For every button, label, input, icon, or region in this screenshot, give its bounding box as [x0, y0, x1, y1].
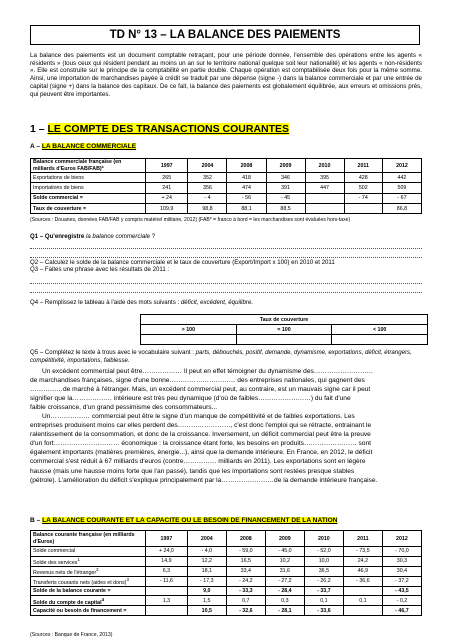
intro-paragraph: La balance des paiements est un document comptable retraçant, pour une période donnée, l'ensemble des opérations entre les agents « résidents » (tous ceux qui résident pendant au moins un an sur le territoire national quelque soit leur nationalité) et les agents « non-résidents ». Elle est construite sur le principe de la comptabilité en partie double. Chaque opération est comptabilisée deux fois pour la même somme. Ainsi, une importation de marchandises payée à crédit se traduit par une dépense (signe -) dans la balance commerciale et par une entrée de capital (signe +) dans la balance des capitaux. De ce fait, la balance des paiements est globalement équilibrée, aux erreurs et omissions près, qui peuvent être importantes. — [30, 52, 422, 98]
table-cell: 502 — [344, 183, 382, 193]
table-row — [31, 173, 422, 183]
text-line: d'un fort………………………… économique : la croissance étant forte, les besoins en produits…………………… sont — [30, 440, 371, 448]
subsection-a-label: LA BALANCE COMMERCIALE — [41, 143, 137, 150]
text-line: de marchandises françaises, signe d'une bonne………………………… des entreprises nationales, qui gagnent des — [30, 377, 365, 385]
row-label: Exportations de biens — [31, 173, 146, 183]
question-3: Q3 – Faites une phrase avec les résultats de 2011 : — [30, 266, 170, 273]
row-label-text: Revenus nets de l'étranger — [33, 569, 97, 576]
footnote-mark: 4 — [101, 596, 105, 602]
row-label — [31, 576, 146, 586]
question-2: Q2 – Calculez le solde de la balance commerciale et le taux de couverture (Export/Import x 100) en 2010 et 2011 — [30, 259, 335, 266]
table-cell: 6,3 — [146, 566, 188, 576]
table-cell: 33,4 — [226, 566, 265, 576]
text-line: Un……………… commercial peut être le signe d'un manque de compétitivité et de faibles exportations. Les — [42, 413, 355, 421]
table-cell: - 37,2 — [382, 576, 421, 586]
table-cell: 0,1 — [304, 596, 343, 606]
table-row — [31, 596, 422, 606]
table-cell: 36,5 — [304, 566, 343, 576]
table-cell: - 33,6 — [304, 606, 343, 616]
text-line: entreprises produisent moins car elles perdent des……………………, c'est donc l'emploi qui se rétracte, entrainant le — [30, 422, 372, 430]
row-label — [31, 566, 146, 576]
table-row — [31, 203, 422, 213]
table-cell: - 28,4 — [265, 586, 304, 596]
section-1-number: 1 – — [30, 123, 48, 135]
table-3-source: (Sources : Banque de France, 2013) — [30, 632, 113, 638]
table-cell: - 33,3 — [226, 586, 265, 596]
table-cell: - 0,2 — [382, 596, 421, 606]
row-label: Importations de biens — [31, 183, 146, 193]
table-cell: 474 — [227, 183, 266, 193]
q4-prefix: Q4 – Remplissez le tableau à l'aide des mots suivants : — [30, 299, 181, 306]
subsection-b-prefix: B – — [30, 517, 43, 524]
table-cell: - 45 — [266, 193, 305, 203]
coverage-answer-cell[interactable] — [236, 335, 332, 345]
answer-line[interactable] — [30, 248, 422, 249]
table-cell: 14,9 — [146, 556, 188, 566]
table-cell: + 24,0 — [146, 547, 188, 557]
table-header-label: Balance commerciale française (en milliards d'Euros FAB/FAB)* — [31, 159, 146, 173]
table-cell: - 4,0 — [187, 547, 226, 557]
table-cell: - 45,0 — [265, 547, 304, 557]
table-cell: + 24 — [146, 193, 188, 203]
table-cell: 31,6 — [265, 566, 304, 576]
table-cell: 1,5 — [187, 596, 226, 606]
footnote-mark: 2 — [96, 566, 99, 572]
row-label: Taux de couverture = — [31, 203, 146, 213]
coverage-answer-cell[interactable] — [141, 335, 237, 345]
text-line: hausse (mais une hausse moins forte que l'an passé), tandis que les importations sont restées presque stables — [30, 467, 355, 475]
table-cell: - 24,2 — [226, 576, 265, 586]
table-cell: - 32,6 — [226, 606, 265, 616]
year-header: 2009 — [266, 159, 305, 173]
table-row — [31, 566, 422, 576]
blank-answer-cell[interactable] — [305, 203, 344, 213]
q1-suffix: ? — [150, 233, 156, 240]
table-cell: 10,5 — [187, 606, 226, 616]
row-label: Solde de la balance courante = — [31, 586, 146, 596]
section-1-heading — [30, 123, 289, 135]
table-cell: 12,2 — [187, 556, 226, 566]
table-cell: 509 — [382, 183, 421, 193]
year-header: 1997 — [146, 531, 188, 547]
blank-answer-cell[interactable] — [344, 203, 382, 213]
table-row — [31, 606, 422, 616]
table-1-source: (Sources : Douanes, données FAB/FAB y compris matériel militaire, 2012) (FAB* = franco à bord = les marchandises sont évaluées hors-taxe) — [30, 217, 351, 223]
table-cell: 9,0 — [187, 586, 226, 596]
table-cell: 86,8 — [382, 203, 421, 213]
footnote-mark: 1 — [77, 556, 80, 562]
q5-words: parts, débouchés, positif, demande, dynamisme, exportations, déficit, étrangers, compétitivité, importations, faiblesse. — [30, 349, 412, 364]
text-line: ……………de marché à l'étranger. Mais, un excédent commercial peut, au contraire, est un mauvais signe car il peut — [30, 386, 371, 394]
coverage-col-above: > 100 — [141, 325, 237, 335]
table-cell: - 56 — [227, 193, 266, 203]
coverage-col-below: < 100 — [332, 325, 428, 335]
table-row — [31, 556, 422, 566]
table-cell: 46,9 — [343, 566, 382, 576]
answer-line[interactable] — [30, 292, 422, 293]
table-cell: 98,8 — [188, 203, 227, 213]
table-cell: 418 — [227, 173, 266, 183]
footnote-mark: 3 — [126, 576, 129, 582]
trade-balance-table — [30, 158, 422, 214]
table-cell: - 36,6 — [343, 576, 382, 586]
year-header: 2008 — [227, 159, 266, 173]
answer-line[interactable] — [30, 257, 422, 258]
table-cell: - 73,5 — [343, 547, 382, 557]
table-cell: - 43,5 — [382, 586, 421, 596]
coverage-rate-table — [140, 314, 428, 345]
table-cell: 0,3 — [265, 596, 304, 606]
row-label: Solde commercial = — [31, 193, 146, 203]
section-1-label: LE COMPTE DES TRANSACTIONS COURANTES — [47, 123, 290, 135]
page-title: TD N° 13 – LA BALANCE DES PAIEMENTS — [30, 25, 420, 45]
text-line: ralentissement de la consommation, et donc de la croissance. Inversement, un déficit commercial peut être la preuve — [30, 431, 371, 439]
table-row — [31, 576, 422, 586]
table-cell: - 11,6 — [146, 576, 188, 586]
table-cell: - 17,3 — [187, 576, 226, 586]
table-cell: - 28,1 — [265, 606, 304, 616]
q5-prefix: Q5 – Complétez le texte à trous avec le vocabulaire suivant : — [30, 349, 196, 356]
table-row — [31, 586, 422, 596]
table-cell: 265 — [146, 173, 188, 183]
row-label-text: Solde du compte de capital — [33, 599, 102, 606]
table-row — [31, 547, 422, 557]
row-label-text: Transferts courants nets (aides et dons) — [33, 579, 127, 586]
subsection-b-label: LA BALANCE COURANTE ET LA CAPACITE OU LE BESOIN DE FINANCEMENT DE LA NATION — [42, 517, 338, 524]
table-cell: 109,9 — [146, 203, 188, 213]
year-header: 2004 — [187, 531, 226, 547]
text-line: signifier que la……………… intérieure est très peu dynamique (d'où de faibles……………………) du fait d'une — [30, 395, 351, 403]
text-line: commercial s'est réduit à 67 milliards d'euros (contre…………… milliards en 2011). Les exportations sont en légère — [30, 458, 366, 466]
table-cell: 24,2 — [343, 556, 382, 566]
coverage-col-equal: = 100 — [236, 325, 332, 335]
table-cell: - 74 — [344, 193, 382, 203]
subsection-a-heading — [30, 143, 136, 150]
year-header: 2010 — [305, 159, 344, 173]
table-header-row — [31, 159, 422, 173]
table-cell: - 4 — [188, 193, 227, 203]
table-cell: - 67 — [382, 193, 421, 203]
table-cell: 391 — [266, 183, 305, 193]
table-cell: - 27,2 — [265, 576, 304, 586]
table-header-row — [31, 531, 422, 547]
fill-in-text — [30, 367, 422, 485]
table-cell: - 70,0 — [382, 547, 421, 557]
table-cell: 447 — [305, 183, 344, 193]
table-cell: 395 — [305, 173, 344, 183]
table-cell: 30,4 — [382, 566, 421, 576]
table-cell: 18,1 — [187, 566, 226, 576]
year-header: 2009 — [265, 531, 304, 547]
table-cell: - 26,2 — [304, 576, 343, 586]
question-4 — [30, 299, 422, 307]
row-label: Solde commercial — [31, 547, 146, 557]
table-cell: 0,7 — [226, 596, 265, 606]
table-cell: 442 — [382, 173, 421, 183]
table-row — [31, 183, 422, 193]
table-cell: - 33,7 — [304, 586, 343, 596]
table-cell: - 52,0 — [304, 547, 343, 557]
table-cell: 356 — [188, 183, 227, 193]
table-cell: 346 — [266, 173, 305, 183]
q1-emphasis: la balance commerciale — [85, 233, 150, 240]
table-cell: 10,2 — [265, 556, 304, 566]
text-line: (pétrole). L'amélioration du déficit s'explique principalement par la……………………de la demande intérieure française. — [30, 476, 378, 484]
answer-line[interactable] — [30, 283, 422, 284]
q1-prefix: Q1 – Qu'enregistre — [30, 233, 86, 240]
table-cell: - 46,7 — [382, 606, 421, 616]
current-account-table — [30, 530, 422, 616]
blank-answer-cell[interactable] — [343, 586, 382, 596]
table-cell: 30,3 — [382, 556, 421, 566]
text-line: Un excédent commercial peut être……………… Il peut en effet témoigner du dynamisme des……………………… — [42, 368, 374, 375]
year-header: 2004 — [188, 159, 227, 173]
table-cell: 88,5 — [266, 203, 305, 213]
table-row — [31, 193, 422, 203]
blank-answer-cell[interactable] — [343, 606, 382, 616]
table-cell: 428 — [344, 173, 382, 183]
table-header-label: Balance courante française (en milliards d'Euros) — [31, 531, 146, 547]
table-cell: 16,5 — [226, 556, 265, 566]
blank-answer-cell[interactable] — [146, 606, 188, 616]
question-1 — [30, 233, 422, 241]
year-header: 2012 — [382, 159, 421, 173]
text-line: également importants (matières premières, énergie...), ainsi que la demande intérieure. En France, en 2012, le déficit — [30, 449, 373, 457]
year-header: 2012 — [382, 531, 421, 547]
table-cell: 0,1 — [343, 596, 382, 606]
subsection-a-prefix: A – — [30, 143, 42, 150]
table-cell: 241 — [146, 183, 188, 193]
year-header: 1997 — [146, 159, 188, 173]
year-header: 2008 — [226, 531, 265, 547]
subsection-b-heading — [30, 517, 337, 524]
year-header: 2011 — [343, 531, 382, 547]
row-label — [31, 596, 146, 606]
question-5 — [30, 349, 422, 364]
year-header: 2011 — [344, 159, 382, 173]
table-cell: - 59,0 — [226, 547, 265, 557]
blank-answer-cell[interactable] — [305, 193, 344, 203]
coverage-answer-cell[interactable] — [332, 335, 428, 345]
table-cell: 1,3 — [146, 596, 188, 606]
blank-answer-cell[interactable] — [146, 586, 188, 596]
table-cell: 352 — [188, 173, 227, 183]
row-label: Capacité ou besoin de financement = — [31, 606, 146, 616]
table-cell: 88,1 — [227, 203, 266, 213]
q4-words: déficit, excédent, équilibre. — [180, 299, 254, 306]
year-header: 2010 — [304, 531, 343, 547]
text-line: faible croissance, d'un grand pessimisme des consommateurs... — [30, 404, 218, 412]
table-cell: 10,0 — [304, 556, 343, 566]
row-label-text: Solde des services — [33, 559, 78, 566]
row-label — [31, 556, 146, 566]
coverage-rate-header: Taux de couverture — [141, 315, 428, 325]
